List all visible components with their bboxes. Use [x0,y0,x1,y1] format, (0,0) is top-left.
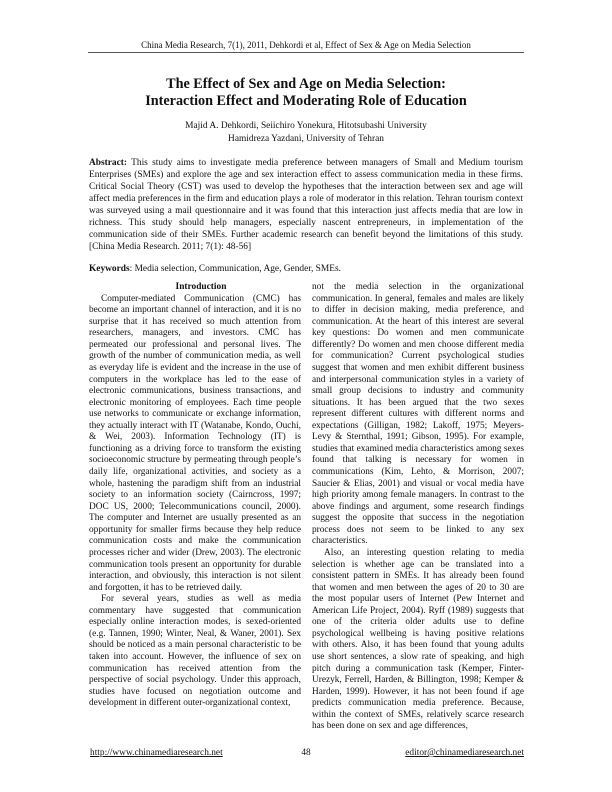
paragraph: Computer-mediated Communication (CMC) has become an important channel of interaction, and it is no surprise that it has received so much attention from researchers, managers, and investors. CMC has permeated our professional and personal lives. The growth of the number of communication media, as well as everyday life is evident and the increase in the use of computers in the workplace has led to the ease of electronic communications, business transactions, and electronic monitoring of employees. Each time people use networks to communicate or exchange information, they actually interact with IT (Watanabe, Kondo, Ouchi, & Wei, 2003). Information Technology (IT) is functioning as a driving force to transform the existing socioeconomic structure by permeating through people’s daily life, organizational activities, and society as a whole, hastening the paradigm shift from an industrial society to an information society (Cairncross, 1997; DOC US, 2000; Telecommunications council, 2000). The computer and Internet are usually presented as an opportunity for smaller firms because they help reduce communication costs and make the communication processes richer and wider (Drew, 2003). The electronic communication tools present an opportunity for durable interaction, and obviously, this interaction is not silent and forgotten, it has to be retrieved daily. [89,293,301,593]
authors-line-2: Hamidreza Yazdani, University of Tehran [228,133,384,144]
abstract-text: This study aims to investigate media preference between managers of Small and Medium tourism Enterprises (SMEs) and explore the age and sex interaction effect to assess communication media in these firms. Critical Social Theory (CST) was used to develop the hypotheses that the interaction between sex and age will affect media preferences in the firm and education plays a role of moderator in this relation. Tehran tourism context was surveyed using a mail questionnaire and it was found that this interaction just affects media that are low in richness. This study should help managers, especially nascent entrepreneurs, in implementation of the communication side of their SMEs. Further academic research can benefit beyond the limitations of this study. [China Media Research. 2011; 7(1): 48-56] [89,158,523,253]
author-block [0,120,612,145]
keywords [89,263,523,275]
title-line-2: Interaction Effect and Moderating Role of Education [145,93,467,109]
section-heading-introduction: Introduction [175,282,227,292]
article-title [0,76,612,110]
keywords-text: : Media selection, Communication, Age, Gender, SMEs. [129,264,341,274]
body-column-left [89,282,301,710]
authors-line-1: Majid A. Dehkordi, Seiichiro Yonekura, Hitotsubashi University [185,121,427,131]
editor-email-link[interactable]: editor@chinamediaresearch.net [405,748,524,758]
body-column-right [312,282,524,733]
running-head: China Media Research, 7(1), 2011, Dehkordi et al, Effect of Sex & Age on Media Selection [141,40,471,50]
paragraph: For several years, studies as well as media commentary have suggested that communication especially online interaction modes, is sexed-oriented (e.g. Tannen, 1990; Winter, Neal, & Waner, 2001). Sex should be noticed as a main personal characteristic to be taken into account. However, the influence of sex on communication has received attention from the perspective of social psychology. Under this approach, studies have focused on negotiation outcome and development in different outer-organizational context, [89,594,301,709]
journal-url-link[interactable]: http://www.chinamediaresearch.net [90,748,223,758]
page-number: 48 [301,748,311,758]
paragraph: Also, an interesting question relating to media selection is whether age can be translated into a consistent pattern in SMEs. It has already been found that women and men between the ages of 20 to 30 are the most popular users of Internet (Pew Internet and American Life Project, 2004). Ryff (1989) suggests that one of the criteria older adults use to define psychological wellbeing is having positive relations with others. Also, it has been found that young adults use short sentences, a slow rate of speaking, and high pitch during a communication task (Kemper, Finter-Urezyk, Ferrell, Harden, & Billington, 1998; Kemper & Harden, 1999). However, it has not been found if age predicts communication media preference. Because, within the context of SMEs, relatively scarce research has been done on sex and age differences, [312,547,524,732]
paragraph: not the media selection in the organizational communication. In general, females and males are likely to differ in decision making, media preference, and communication. At the heart of this interest are several key questions: Do women and men communicate differently? Do women and men choose different media for communication? Current psychological studies suggest that women and men exhibit different business and interpersonal communication styles in a variety of small group decisions to industry and community situations. It has been argued that the two sexes represent different cultures with different norms and expectations (Gilligan, 1982; Lakoff, 1975; Meyers-Levy & Sternthal, 1991; Gibson, 1995). For example, studies that examined media characteristics among sexes found that talking is necessary for women in communications (Kim, Lehto, & Morrison, 2007; Saucier & Elias, 2001) and visual or vocal media have high priority among female managers. In contrast to the above findings and argument, some research findings suggest the opposite that success in the negotiation process does not seem to be linked to any sex characteristics. [312,282,524,547]
title-line-1: The Effect of Sex and Age on Media Selection: [166,76,446,92]
keywords-label: Keywords [89,264,130,274]
header-rule [88,52,524,53]
abstract-label: Abstract: [89,158,128,168]
abstract [89,157,523,253]
